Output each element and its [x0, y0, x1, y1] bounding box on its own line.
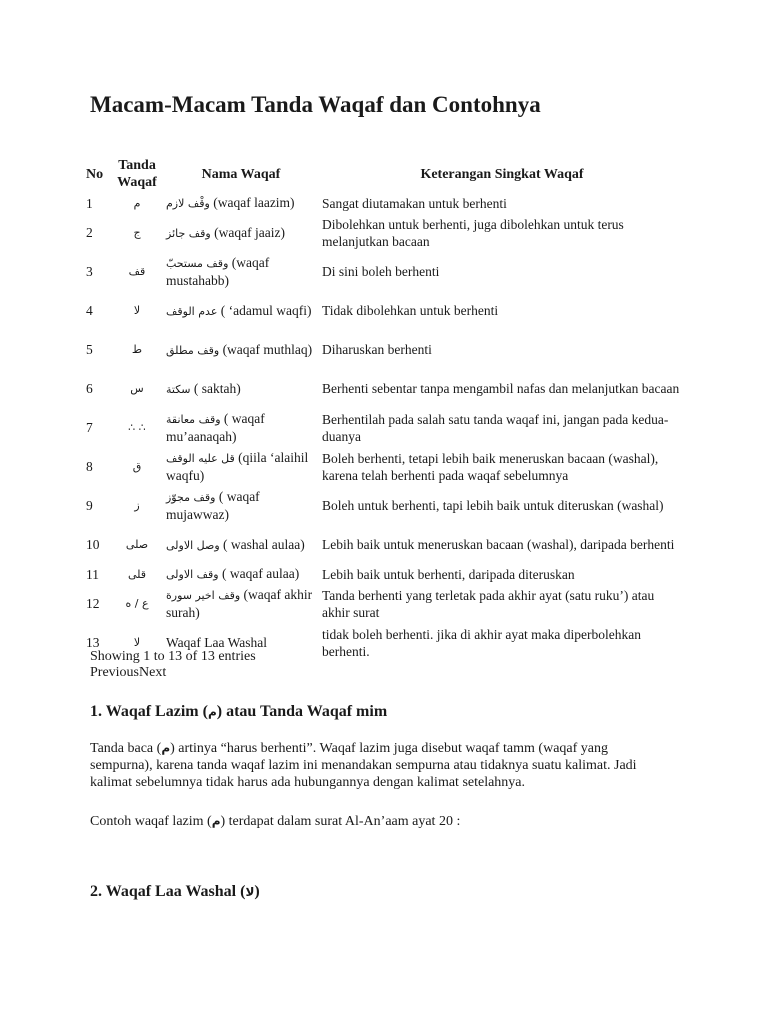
cell-no: 10 [86, 537, 100, 552]
nama-latin: (waqaf jaaiz) [214, 224, 285, 240]
section-2-heading: 2. Waqaf Laa Washal (لا) [90, 883, 260, 900]
cell-keterangan: Boleh untuk berhenti, tapi lebih baik untuk diteruskan (washal) [322, 498, 664, 513]
cell-tanda: قلى [127, 567, 147, 581]
cell-nama [164, 584, 318, 623]
nama-arabic: قل عليه الوقف [166, 452, 235, 465]
cell-nama [164, 486, 318, 525]
cell-tanda: صلى [125, 538, 149, 551]
nama-latin: (waqaf akhir surah) [166, 587, 313, 620]
cell-nama [164, 525, 318, 564]
nama-latin: (waqaf muthlaq) [222, 341, 313, 357]
cell-no: 6 [86, 381, 93, 396]
cell-keterangan: Tanda berhenti yang terletak pada akhir ayat (satu ruku’) atau akhir surat [322, 587, 655, 620]
nama-latin: (qiila ‘alaihil waqfu) [166, 450, 309, 483]
next-link[interactable]: Next [139, 665, 167, 680]
cell-tanda: ق [132, 460, 142, 473]
table-row [84, 213, 684, 252]
cell-tanda: ع / ه [125, 597, 149, 610]
cell-tanda: م [133, 196, 141, 210]
nama-latin: ( waqaf aulaa) [222, 566, 300, 581]
cell-no: 8 [86, 459, 93, 474]
nama-arabic: وقف جائز [166, 226, 211, 240]
cell-keterangan: Berhenti sebentar tanpa mengambil nafas dan melanjutkan bacaan [322, 381, 680, 396]
table-row [84, 252, 684, 291]
cell-tanda: لا [133, 304, 141, 317]
cell-keterangan: Dibolehkan untuk berhenti, juga dibolehkan untuk terus melanjutkan bacaan [322, 216, 624, 249]
cell-nama [164, 291, 318, 330]
entries-info: Showing 1 to 13 of 13 entries [90, 649, 256, 664]
nama-latin: (waqaf laazim) [213, 195, 295, 210]
waqaf-table [84, 155, 684, 662]
cell-keterangan: Di sini boleh berhenti [322, 264, 440, 279]
table-row [84, 408, 684, 447]
section-1-paragraph: Tanda baca (م) artinya “harus berhenti”. Waqaf lazim juga disebut waqaf tamm (waqaf yang sempurna), karena tanda waqaf lazim ini menandakan sempurna atau tidaknya suatu kalimat. Jadi kalimat sebelumnya tidak harus ada hubungannya dengan kalimat setelahnya. [90, 741, 637, 790]
cell-no: 1 [86, 195, 93, 211]
nama-latin: ( washal aulaa) [223, 536, 305, 552]
header-keterangan: Keterangan Singkat Waqaf [420, 166, 584, 182]
cell-keterangan: Sangat diutamakan untuk berhenti [322, 195, 507, 211]
nama-latin: ( waqaf mu’aanaqah) [166, 411, 265, 444]
nama-latin: ( ‘adamul waqfi) [220, 302, 312, 318]
nama-latin: ( saktah) [193, 380, 241, 396]
cell-keterangan: Diharuskan berhenti [322, 342, 432, 357]
cell-no: 2 [86, 225, 93, 240]
header-nama-waqaf: Nama Waqaf [201, 166, 281, 182]
cell-nama [164, 408, 318, 447]
table-row [84, 369, 684, 408]
cell-tanda: ∴ ∴ [128, 421, 146, 434]
nama-arabic: وقْف لازم [166, 197, 210, 210]
nama-arabic: وقف مستحبّ [166, 257, 229, 270]
table-body [84, 193, 684, 662]
cell-nama [164, 369, 318, 408]
nama-arabic: سكتة [166, 382, 191, 396]
cell-nama [164, 447, 318, 486]
table-row [84, 564, 684, 584]
mim-mark: م [207, 705, 217, 719]
table-header-row [84, 155, 684, 193]
table-row [84, 584, 684, 623]
cell-keterangan: Lebih baik untuk berhenti, daripada diteruskan [322, 566, 575, 582]
section-1-example: Contoh waqaf lazim (م) terdapat dalam surat Al-An’aam ayat 20 : [90, 814, 461, 829]
cell-nama [164, 330, 318, 369]
nama-latin: Waqaf Laa Washal [166, 635, 268, 650]
cell-no: 11 [86, 566, 99, 582]
cell-tanda: ز [134, 499, 140, 512]
pagination [90, 665, 166, 681]
cell-no: 4 [86, 303, 93, 318]
cell-no: 7 [86, 420, 93, 435]
cell-nama [164, 213, 318, 252]
previous-link[interactable]: Previous [90, 665, 139, 680]
cell-no: 12 [86, 596, 100, 611]
cell-nama [164, 193, 318, 213]
nama-arabic: عدم الوقف [166, 304, 218, 318]
cell-keterangan: Boleh berhenti, tetapi lebih baik meneruskan bacaan (washal), karena telah berhenti pada waqaf sebelumnya [322, 450, 659, 483]
cell-tanda: لا [133, 636, 141, 649]
nama-arabic: وقف الاولى [166, 568, 219, 581]
nama-arabic: وقف مطلق [166, 343, 220, 357]
table-row [84, 525, 684, 564]
header-no: No [86, 166, 104, 182]
cell-tanda: قف [128, 265, 146, 278]
table-row [84, 330, 684, 369]
cell-nama [164, 252, 318, 291]
section-1-heading: 1. Waqaf Lazim (م) atau Tanda Waqaf mim [90, 703, 388, 720]
table-row [84, 291, 684, 330]
nama-latin: (waqaf mustahabb) [166, 255, 270, 288]
table-row [84, 193, 684, 213]
laa-mark: لا [245, 885, 255, 899]
cell-keterangan: Berhentilah pada salah satu tanda waqaf ini, jangan pada kedua-duanya [322, 411, 669, 444]
cell-no: 9 [86, 498, 93, 513]
nama-arabic: وقف اخير سورة [166, 589, 241, 602]
cell-tanda: ط [131, 343, 143, 356]
header-tanda-waqaf: Tanda Waqaf [117, 158, 157, 190]
cell-tanda: س [130, 382, 144, 395]
nama-arabic: وصل الاولى [166, 538, 220, 552]
cell-keterangan: Lebih baik untuk meneruskan bacaan (washal), daripada berhenti [322, 537, 675, 552]
table-row [84, 486, 684, 525]
cell-keterangan: Tidak dibolehkan untuk berhenti [322, 303, 499, 318]
nama-arabic: وقف مجوّز [166, 491, 216, 504]
table-row [84, 447, 684, 486]
nama-latin: ( waqaf mujawwaz) [166, 489, 260, 522]
cell-no: 3 [86, 264, 93, 279]
page-title: Macam-Macam Tanda Waqaf dan Contohnya [90, 92, 541, 117]
nama-arabic: وقف معانقة [166, 413, 221, 426]
cell-no: 5 [86, 342, 93, 357]
cell-nama [164, 564, 318, 584]
cell-no: 13 [86, 635, 100, 650]
cell-keterangan: tidak boleh berhenti. jika di akhir ayat maka diperbolehkan berhenti. [322, 626, 642, 659]
cell-tanda: ج [133, 226, 141, 239]
